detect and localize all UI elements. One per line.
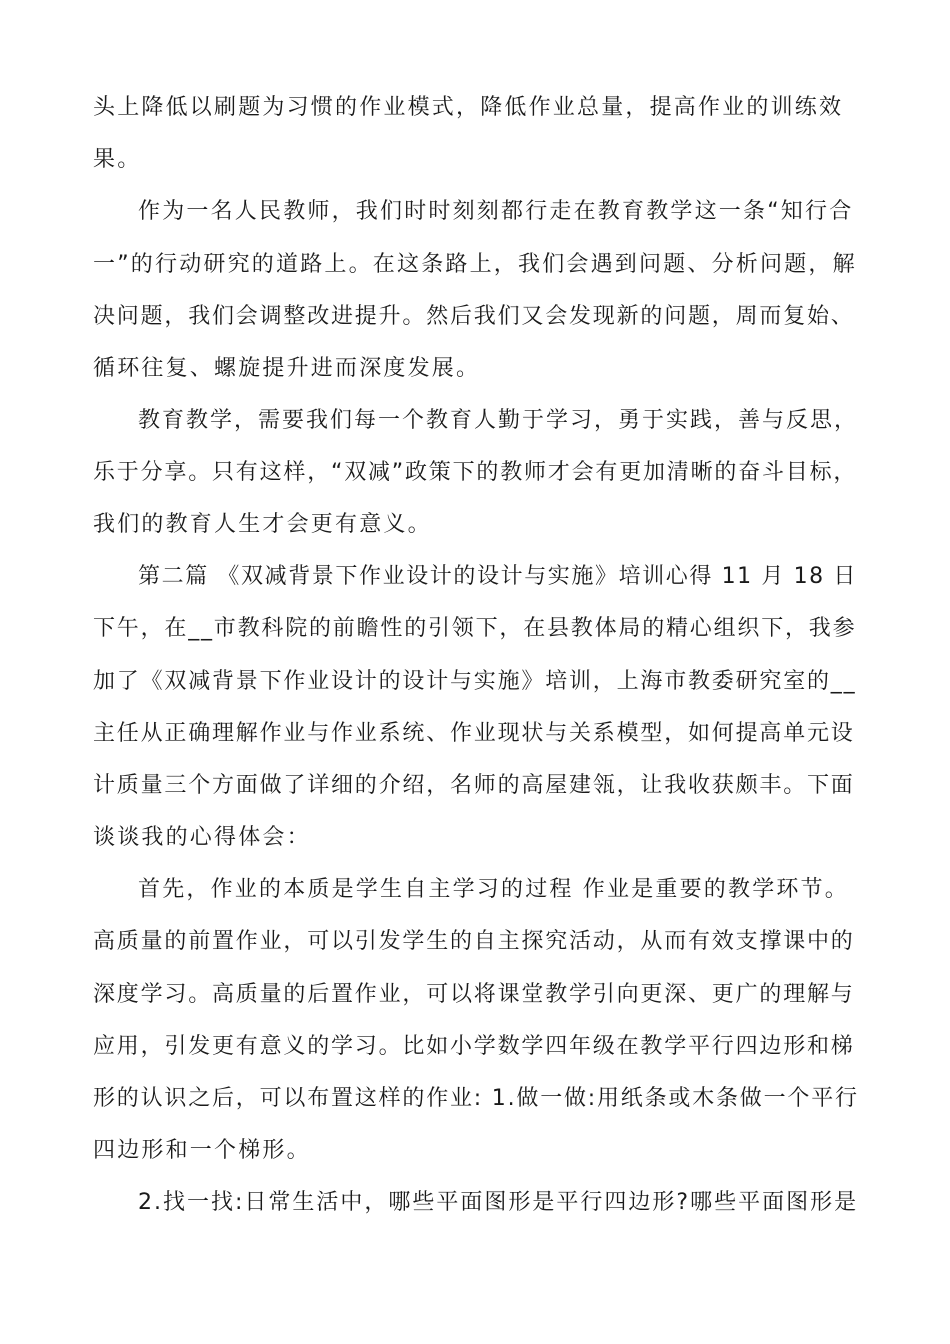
- text-line: 循环往复、螺旋提升进而深度发展。: [93, 356, 481, 381]
- text-line: 加了《双减背景下作业设计的设计与实施》培训，上海市教委研究室的__: [93, 669, 857, 694]
- text-line: 首先，作业的本质是学生自主学习的过程 作业是重要的教学环节。: [138, 877, 849, 902]
- text-line: 高质量的前置作业，可以引发学生的自主探究活动，从而有效支撑课中的: [93, 929, 855, 954]
- text-line: 2.找一找:日常生活中，哪些平面图形是平行四边形?哪些平面图形是: [138, 1190, 859, 1215]
- text-line: 决问题，我们会调整改进提升。然后我们又会发现新的问题，周而复始、: [93, 304, 855, 329]
- text-line: 计质量三个方面做了详细的介绍，名师的高屋建瓴，让我收获颇丰。下面: [93, 773, 855, 798]
- text-line: 乐于分享。只有这样，“双减”政策下的教师才会有更加清晰的奋斗目标，: [93, 460, 858, 485]
- text-line: 形的认识之后，可以布置这样的作业: 1.做一做:用纸条或木条做一个平行: [93, 1086, 859, 1111]
- text-line: 一”的行动研究的道路上。在这条路上，我们会遇到问题、分析问题，解: [93, 252, 857, 277]
- text-line: 我们的教育人生才会更有意义。: [93, 512, 432, 537]
- text-line: 头上降低以刷题为习惯的作业模式，降低作业总量，提高作业的训练效: [93, 95, 844, 120]
- text-line: 作为一名人民教师，我们时时刻刻都行走在教育教学这一条“知行合: [138, 199, 854, 224]
- section-heading-line: 第二篇 《双减背景下作业设计的设计与实施》培训心得 11 月 18 日: [138, 564, 857, 589]
- text-line: 主任从正确理解作业与作业系统、作业现状与关系模型，如何提高单元设: [93, 721, 855, 746]
- text-line: 应用，引发更有意义的学习。比如小学数学四年级在教学平行四边形和梯: [93, 1034, 855, 1059]
- text-line: 教育教学，需要我们每一个教育人勤于学习，勇于实践，善与反思，: [138, 408, 859, 433]
- text-line: 四边形和一个梯形。: [93, 1138, 311, 1163]
- text-line: 谈谈我的心得体会：: [93, 825, 311, 850]
- text-line: 下午，在__市教科院的前瞻性的引领下，在县教体局的精心组织下，我参: [93, 616, 857, 641]
- text-line: 果。: [93, 147, 142, 172]
- text-line: 深度学习。高质量的后置作业，可以将课堂教学引向更深、更广的理解与: [93, 982, 855, 1007]
